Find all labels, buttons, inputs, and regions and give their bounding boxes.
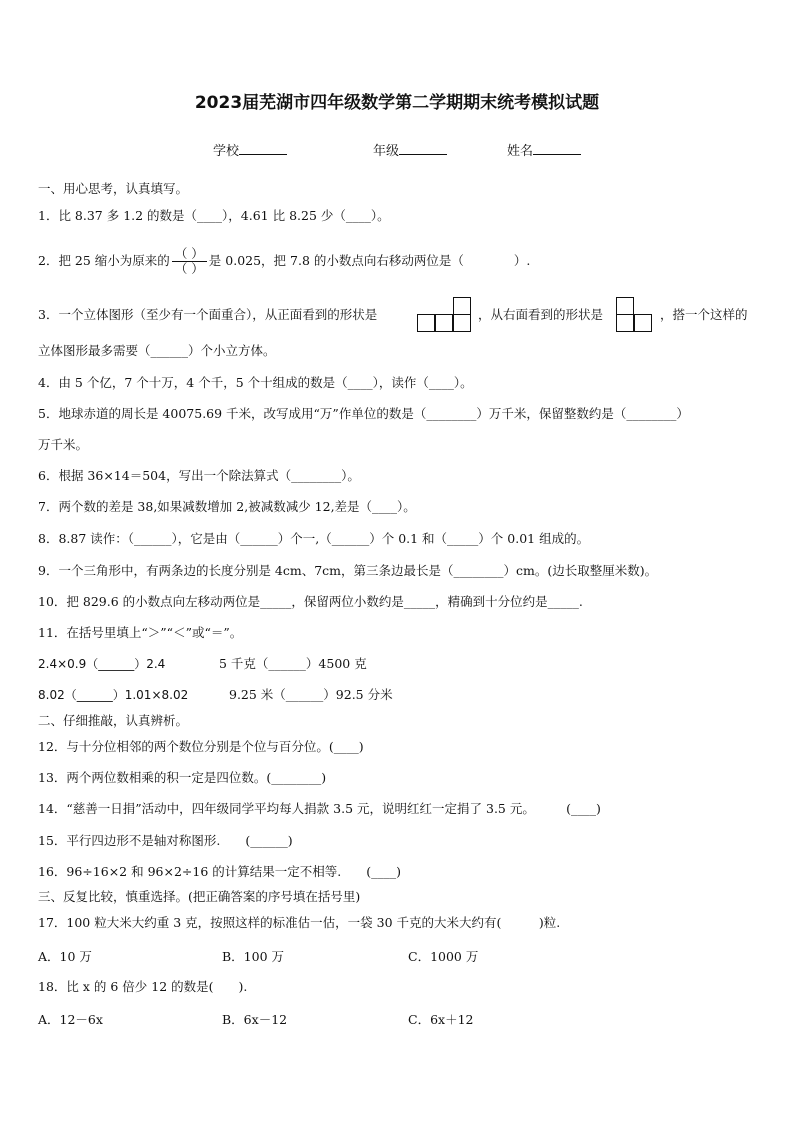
question-14: 14．“慈善一日捐”活动中，四年级同学平均每人捐款 3.5 元，说明红红一定捐了 3.5 元。 (____) xyxy=(38,801,601,816)
fraction-numerator: （ ） xyxy=(172,247,207,262)
front-view-figure xyxy=(417,296,473,334)
question-15: 15．平行四边形不是轴对称图形. (______) xyxy=(38,833,293,848)
q17-option-b[interactable]: B．100 万 xyxy=(222,949,285,964)
grade-blank[interactable] xyxy=(399,142,447,155)
question-3-text-c: ，搭一个这样的 xyxy=(660,307,748,322)
grade-field xyxy=(373,140,447,159)
question-17: 17．100 粒大米大约重 3 克，按照这样的标准估一估，一袋 30 千克的大米大约有( )粒. xyxy=(38,915,561,930)
question-10: 10．把 829.6 的小数点向左移动两位是_____，保留两位小数约是_____，精确到十分位约是_____. xyxy=(38,594,583,609)
grade-label: 年级 xyxy=(373,144,400,159)
question-3-text-a: 3．一个立体图形（至少有一个面重合），从正面看到的形状是 xyxy=(38,307,378,322)
name-label: 姓名 xyxy=(507,144,534,159)
name-blank[interactable] xyxy=(533,142,581,155)
q18-option-a[interactable]: A．12－6x xyxy=(38,1012,103,1027)
school-blank[interactable] xyxy=(239,142,287,155)
right-view-figure xyxy=(616,296,656,334)
question-9: 9．一个三角形中，有两条边的长度分别是 4cm、7cm，第三条边最长是（________）cm。(边长取整厘米数)。 xyxy=(38,563,658,578)
question-5-text-a: 5．地球赤道的周长是 40075.69 千米，改写成用“万”作单位的数是（________）万千米，保留整数约是（________） xyxy=(38,406,689,421)
name-field xyxy=(507,140,581,159)
question-16: 16．96÷16×2 和 96×2÷16 的计算结果一定不相等. (____) xyxy=(38,864,401,879)
question-3-text-b: ，从右面看到的形状是 xyxy=(478,307,604,322)
q18-option-c[interactable]: C．6x＋12 xyxy=(408,1012,474,1027)
question-6: 6．根据 36×14＝504，写出一个除法算式（________）。 xyxy=(38,468,360,483)
exam-title: 2023届芜湖市四年级数学第二学期期末统考模拟试题 xyxy=(194,93,600,113)
question-2 xyxy=(38,247,530,276)
school-label: 学校 xyxy=(213,144,240,159)
question-2-text-a: 2．把 25 缩小为原来的 xyxy=(38,253,170,268)
section-1-heading: 一、用心思考，认真填写。 xyxy=(38,181,189,196)
school-field xyxy=(213,140,287,159)
question-3-text-d: 立体图形最多需要（______）个小立方体。 xyxy=(38,343,276,358)
fraction-denominator: （ ） xyxy=(174,261,204,276)
question-2-text-b: 是 0.025，把 7.8 的小数点向右移动两位是（ ）. xyxy=(208,253,531,268)
compare-item-1: 2.4×0.9（______）2.4 xyxy=(38,657,166,671)
question-11: 11．在括号里填上“＞”“＜”或“＝”。 xyxy=(38,625,243,640)
question-13: 13．两个两位数相乘的积一定是四位数。(________) xyxy=(38,770,327,785)
question-4: 4．由 5 个亿，7 个十万，4 个千，5 个十组成的数是（____），读作（____）。 xyxy=(38,375,473,390)
question-1: 1．比 8.37 多 1.2 的数是（____），4.61 比 8.25 少（____）。 xyxy=(38,208,390,223)
section-3-heading: 三、反复比较，慎重选择。(把正确答案的序号填在括号里) xyxy=(38,889,361,904)
question-8: 8．8.87 读作：（______），它是由（______）个一,（______）个 0.1 和（_____）个 0.01 组成的。 xyxy=(38,531,590,546)
compare-item-2: 5 千克（______）4500 克 xyxy=(219,656,367,671)
compare-item-4: 9.25 米（______）92.5 分米 xyxy=(229,687,393,702)
q17-option-a[interactable]: A．10 万 xyxy=(38,949,92,964)
question-12: 12．与十分位相邻的两个数位分别是个位与百分位。(____) xyxy=(38,739,364,754)
question-18: 18．比 x 的 6 倍少 12 的数是( ). xyxy=(38,979,248,994)
section-2-heading: 二、仔细推敲，认真辨析。 xyxy=(38,713,189,728)
fraction-blank[interactable] xyxy=(172,247,207,276)
question-5-text-b: 万千米。 xyxy=(38,437,89,452)
question-7: 7．两个数的差是 38,如果减数增加 2,被减数减少 12,差是（____）。 xyxy=(38,499,416,514)
q18-option-b[interactable]: B．6x－12 xyxy=(222,1012,288,1027)
q17-option-c[interactable]: C．1000 万 xyxy=(408,949,479,964)
compare-item-3: 8.02（______）1.01×8.02 xyxy=(38,688,189,702)
